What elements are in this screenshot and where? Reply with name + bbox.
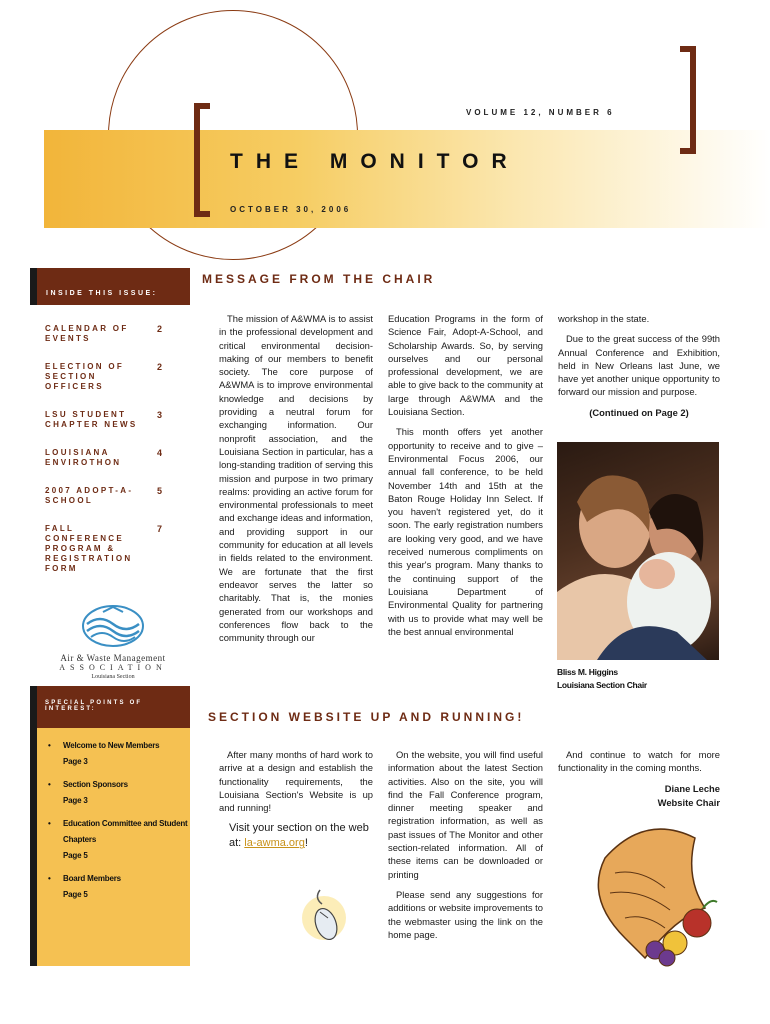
toc-label: ELECTION OF SECTION OFFICERS	[45, 362, 125, 391]
toc-label: LOUISIANA ENVIROTHON	[45, 448, 122, 467]
chair-paragraph: workshop in the state.	[558, 313, 650, 324]
special-item	[45, 871, 190, 903]
website-paragraph: On the website, you will find useful information about the latest Section activities. Also on the site, you will find the Fall Conference program, dinner meeting speaker and registration information, as well as past issues of The Monitor and other section-related information. All of these items can be downloaded or printing	[388, 749, 543, 880]
website-paragraph: And continue to watch for more functionality in the coming months.	[558, 749, 720, 774]
toc-item	[45, 410, 175, 430]
chair-article-column-1	[219, 312, 373, 651]
special-item-label: Education Committee and Student Chapters	[63, 819, 188, 844]
website-paragraph: Please send any suggestions for additions or website improvements to the webmaster using the link on the home page.	[388, 888, 543, 940]
chair-photo	[557, 442, 719, 660]
special-item-label: Section Sponsors	[63, 780, 128, 789]
toc-label: FALL CONFERENCE PROGRAM & REGISTRATION FORM	[45, 524, 133, 573]
toc-page: 3	[157, 410, 163, 420]
visit-label: Visit your section on the web at:	[229, 822, 369, 850]
chair-paragraph: This month offers yet another opportunity to receive and to give – Environmental Focus 2006, our annual fall conference, to be held November 14th and 15th at the Baton Rouge Holiday Inn Select. If you haven't registered yet, do it soon. The early registration numbers are looking very good, and we have received numerous compliments on this year's program. Many thanks to the continuing support of the Louisiana Department of Environmental Quality for partnering with us to provide what may well be the best annual environmental	[388, 426, 543, 637]
special-item-label: Welcome to New Members	[63, 741, 160, 750]
signature-title: Website Chair	[657, 796, 720, 808]
logo-section: Louisiana Section	[91, 674, 135, 680]
issue-date: OCTOBER 30, 2006	[230, 205, 352, 214]
toc-page: 2	[157, 362, 163, 372]
toc-page: 5	[157, 486, 163, 496]
toc-label: CALENDAR OF EVENTS	[45, 324, 129, 343]
special-points-list	[30, 728, 190, 966]
cornucopia-icon	[585, 818, 725, 968]
website-article-column-1	[219, 748, 373, 858]
toc-item	[45, 324, 175, 344]
special-item	[45, 738, 190, 770]
awma-logo	[48, 604, 178, 680]
special-item-label: Board Members	[63, 874, 121, 883]
special-item	[45, 816, 190, 864]
toc-item	[45, 486, 175, 506]
special-item-page: Page 3	[63, 757, 88, 766]
toc-item	[45, 448, 175, 468]
chair-paragraph: Due to the great success of the 99th Annual Conference and Exhibition, held in New Orleans last June, we have yet another unique opportunity to forward our mission and purpose.	[558, 333, 720, 398]
newsletter-title: THE MONITOR	[230, 150, 520, 173]
inside-issue-heading: INSIDE THIS ISSUE:	[30, 268, 190, 305]
signature	[558, 782, 720, 810]
visit-end: !	[304, 837, 308, 850]
masthead-band	[44, 130, 770, 228]
left-bracket	[194, 103, 210, 217]
special-item-page: Page 5	[63, 851, 88, 860]
website-article-column-3	[558, 748, 720, 817]
awma-emblem-icon	[73, 604, 153, 650]
website-article-heading: SECTION WEBSITE UP AND RUNNING!	[208, 710, 525, 724]
toc-page: 2	[157, 324, 163, 334]
caption-title: Louisiana Section Chair	[557, 680, 647, 690]
logo-name: Air & Waste Management	[60, 653, 166, 663]
family-photo-image	[557, 442, 719, 660]
special-item-page: Page 3	[63, 796, 88, 805]
right-bracket	[680, 46, 696, 154]
chair-article-column-2	[388, 312, 543, 645]
volume-number: VOLUME 12, NUMBER 6	[466, 108, 615, 117]
logo-association: ASSOCIATION	[59, 663, 167, 672]
website-paragraph: After many months of hard work to arrive at a design and establish the functionality requirements, the Louisiana Section's Website is up and running!	[219, 749, 373, 814]
signature-name: Diane Leche	[664, 782, 720, 794]
website-article-column-2	[388, 748, 543, 948]
toc-item	[45, 524, 175, 574]
continued-link[interactable]: (Continued on Page 2)	[589, 406, 689, 418]
chair-paragraph: Education Programs in the form of Science Fair, Adopt-A-School, and Scholarship Awards. So, by serving ourselves and our personal professional development, we are able to give back to the community at large through A&WMA and the Louisiana Section.	[388, 313, 543, 418]
sidebar	[30, 268, 190, 966]
special-item-page: Page 5	[63, 890, 88, 899]
toc-page: 4	[157, 448, 163, 458]
chair-article-column-3	[558, 312, 720, 426]
visit-text	[219, 821, 373, 851]
toc-page: 7	[157, 524, 163, 534]
photo-caption	[557, 666, 647, 692]
toc-label: LSU STUDENT CHAPTER NEWS	[45, 410, 138, 429]
special-item	[45, 777, 190, 809]
table-of-contents	[45, 324, 175, 592]
chair-paragraph: The mission of A&WMA is to assist in the professional development and critical environmental decision-making of our members to benefit society. The core purpose of A&WMA is to improve environmental knowledge and decisions by providing a neutral forum for exchanging information. Our nonprofit association, and the Louisiana Section in particular, has a long-standing tradition of serving this mission and purpose in two primary realms: providing an active forum for environmental professionals to meet and exchange ideas and information, and providing support in our community for education at all levels in fields related to the environment. We are fortunate that the first endeavor serves the latter so charitably. That is, the monies generated from our workshops and conferences flow back to the community through our	[219, 313, 373, 644]
toc-item	[45, 362, 175, 392]
special-points-heading: SPECIAL POINTS OF INTEREST:	[30, 686, 190, 728]
caption-name: Bliss M. Higgins	[557, 667, 618, 677]
computer-mouse-icon	[300, 888, 350, 948]
website-link[interactable]: la-awma.org	[244, 837, 305, 850]
toc-label: 2007 ADOPT-A-SCHOOL	[45, 486, 134, 505]
chair-article-heading: MESSAGE FROM THE CHAIR	[202, 272, 436, 286]
